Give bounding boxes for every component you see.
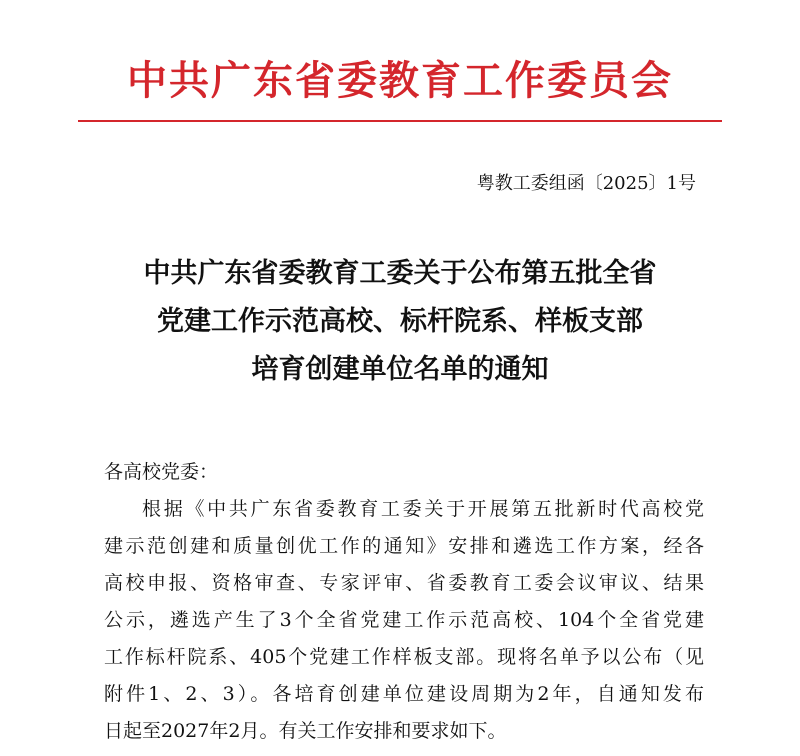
masthead-red-rule	[78, 120, 722, 122]
notice-body	[104, 454, 704, 750]
paragraph-line: 日起至2027年2月。有关工作安排和要求如下。	[104, 720, 507, 742]
title-line-2: 党建工作示范高校、标杆院系、样板支部	[157, 306, 643, 337]
title-line-3: 培育创建单位名单的通知	[251, 354, 549, 385]
masthead-title: 中共广东省委教育工作委员会	[127, 57, 673, 104]
salutation: 各高校党委：	[104, 461, 219, 483]
paragraph-line: 高校申报、资格审查、专家评审、省委教育工委会议审议、结果	[104, 572, 704, 594]
paragraph-line: 建示范创建和质量创优工作的通知》安排和遴选工作方案，经各	[104, 535, 704, 557]
notice-title	[80, 250, 720, 394]
document-number: 粤教工委组函〔2025〕1号	[476, 173, 696, 194]
paragraph-line: 工作标杆院系、405个党建工作样板支部。现将名单予以公布（见	[104, 646, 704, 668]
paragraph-line: 附件1、2、3）。各培育创建单位建设周期为2年，自通知发布	[104, 683, 704, 705]
title-line-1: 中共广东省委教育工委关于公布第五批全省	[143, 258, 657, 289]
paragraph-line: 根据《中共广东省委教育工委关于开展第五批新时代高校党	[142, 498, 704, 520]
paragraph-line: 公示，遴选产生了3个全省党建工作示范高校、104个全省党建	[104, 609, 704, 631]
